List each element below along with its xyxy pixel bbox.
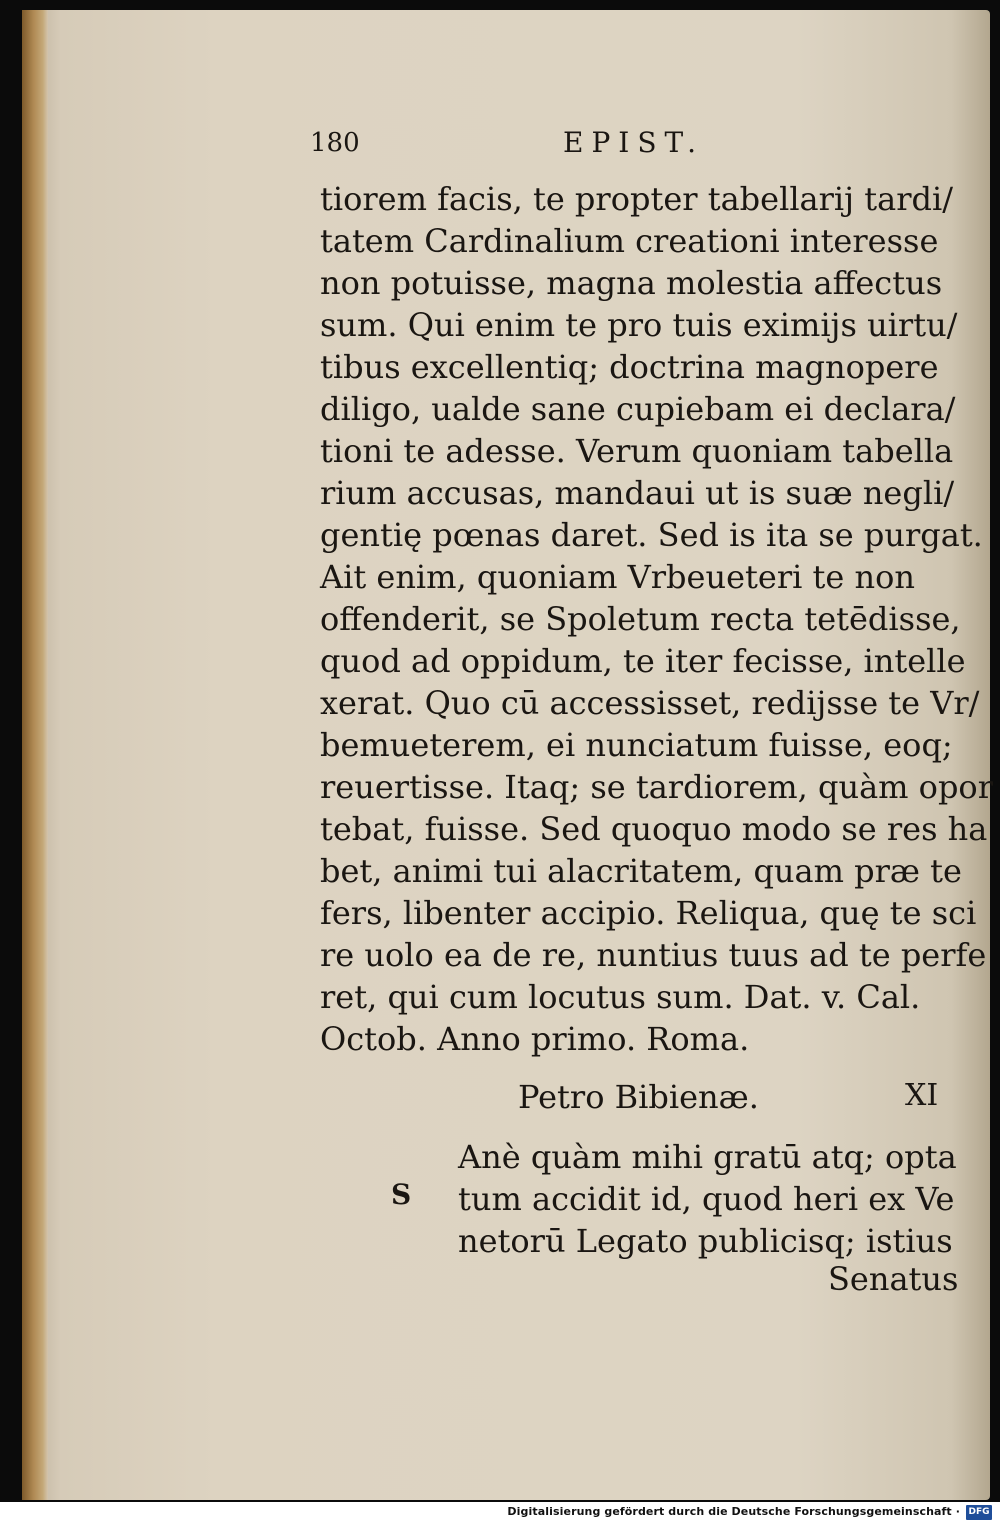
- body-line: sum. Qui enim te pro tuis eximijs uirtu/: [320, 306, 958, 344]
- body-line: ret, qui cum locutus sum. Dat. v. Cal.: [320, 978, 921, 1016]
- body-line: quod ad oppidum, te iter fecisse, intelle: [320, 642, 966, 680]
- body-line: offenderit, se Spoletum recta tetēdisse,: [320, 600, 961, 638]
- letter-number: XI: [905, 1078, 939, 1113]
- body-line: tatem Cardinalium creationi interesse: [320, 222, 939, 260]
- body-line: tebat, fuisse. Sed quoquo modo se res ha: [320, 810, 988, 848]
- next-letter-line: tum accidit id, quod heri ex Ve: [458, 1180, 955, 1218]
- body-line: non potuisse, magna molestia affectus: [320, 264, 943, 302]
- body-line: tiorem facis, te propter tabellarij tardi/: [320, 180, 953, 218]
- body-line: gentię pœnas daret. Sed is ita se purgat.: [320, 516, 983, 554]
- body-line: fers, libenter accipio. Reliqua, quę te sci: [320, 894, 977, 932]
- body-line: re uolo ea de re, nuntius tuus ad te perfe: [320, 936, 987, 974]
- page-number: 180: [310, 128, 360, 158]
- body-line: diligo, ualde sane cupiebam ei declara/: [320, 390, 956, 428]
- body-line: bet, animi tui alacritatem, quam præ te: [320, 852, 962, 890]
- body-line: Octob. Anno primo. Roma.: [320, 1020, 750, 1058]
- letter-heading: Petro Bibienæ.: [518, 1078, 759, 1116]
- next-letter-line: netorū Legato publicisq; istius: [458, 1222, 953, 1260]
- page-gutter: [22, 10, 48, 1500]
- signature-mark: S: [391, 1178, 412, 1211]
- catchword: Senatus: [828, 1260, 959, 1298]
- dfg-logo: DFG: [966, 1505, 992, 1520]
- running-head: EPIST.: [563, 126, 704, 159]
- body-line: tioni te adesse. Verum quoniam tabella: [320, 432, 954, 470]
- body-line: bemueterem, ei nunciatum fuisse, eoq;: [320, 726, 953, 764]
- body-line: Ait enim, quoniam Vrbeueteri te non: [320, 558, 915, 596]
- body-line: reuertisse. Itaq; se tardiorem, quàm opor: [320, 768, 993, 806]
- next-letter-line: Anè quàm mihi gratū atq; opta: [458, 1138, 957, 1176]
- body-line: tibus excellentiq; doctrina magnopere: [320, 348, 939, 386]
- funding-credit: Digitalisierung gefördert durch die Deutsche Forschungsgemeinschaft ·: [507, 1505, 960, 1518]
- body-line: rium accusas, mandaui ut is suæ negli/: [320, 474, 955, 512]
- body-line: xerat. Quo cū accessisset, redijsse te Vr/: [320, 684, 980, 722]
